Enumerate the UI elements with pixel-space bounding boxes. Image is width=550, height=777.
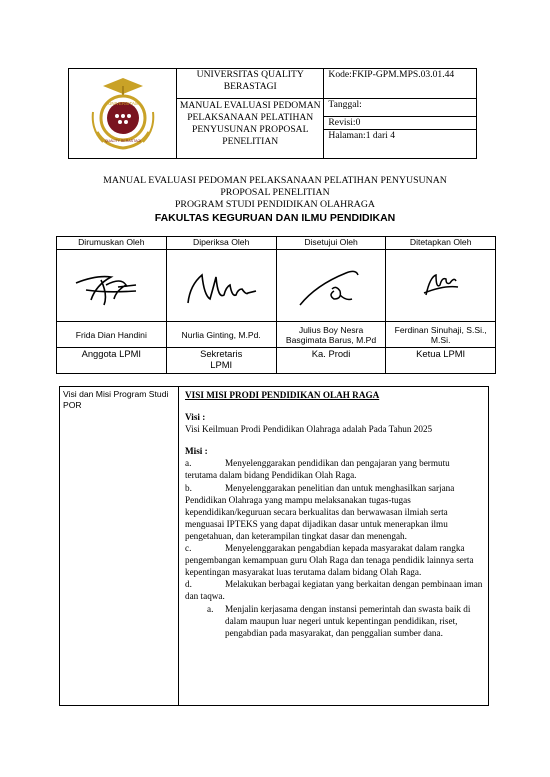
signature-1-icon (66, 255, 156, 315)
sig-role-2: Sekretaris LPMI (166, 348, 276, 374)
visi-misi-heading: VISI MISI PRODI PENDIDIKAN OLAH RAGA (185, 390, 380, 400)
signature-table (56, 236, 496, 374)
university-name: UNIVERSITAS QUALITY BERASTAGI (177, 69, 324, 99)
signature-3 (276, 250, 386, 322)
signature-2-icon (176, 255, 266, 315)
misi-item-label: b. (185, 482, 192, 493)
sig-role-1: Anggota LPMI (57, 348, 167, 374)
sig-name-2: Nurlia Ginting, M.Pd. (166, 322, 276, 348)
signature-1 (57, 250, 167, 322)
document-page: Halaman:1 dari 4 (324, 130, 477, 159)
misi-item (185, 482, 484, 542)
misi-label: Misi : (185, 446, 208, 457)
misi-item-label: a. (185, 458, 192, 469)
misi-item-text: Menyelenggarakan pengabdian kepada masyarakat dalam rangka pengembangan kemampuan guru Olah Raga dan tenaga pendidik lainnya serta kepentingan masyarakat luas terutama dalam bidang Olah Raga. (185, 543, 474, 578)
misi-item (185, 457, 484, 481)
logo-cell (69, 69, 177, 159)
visi-misi-table (59, 386, 489, 706)
signature-2 (166, 250, 276, 322)
visi-text: Visi Keilmuan Prodi Pendidikan Olahraga adalah Pada Tahun 2025 (185, 424, 433, 435)
title-line-3: PROGRAM STUDI PENDIDIKAN OLAHRAGA (174, 199, 376, 210)
document-title-cell: MANUAL EVALUASI PEDOMAN PELAKSANAAN PELATIHAN PENYUSUNAN PROPOSAL PENELITIAN (177, 99, 324, 159)
misi-item-text: Menyelenggarakan pendidikan dan pengajaran yang bermutu terutama dalam bidang Pendidikan Olah Raga. (185, 458, 450, 481)
document-header-table (68, 68, 477, 159)
document-revision: Revisi:0 (324, 117, 477, 130)
sig-name-4: Ferdinan Sinuhaji, S.Si., M.Si. (386, 322, 496, 348)
document-date: Tanggal: (324, 99, 477, 117)
title-line-4: FAKULTAS KEGURUAN DAN ILMU PENDIDIKAN (154, 212, 396, 224)
signature-4 (386, 250, 496, 322)
sig-header-4: Ditetapkan Oleh (386, 237, 496, 250)
sig-header-2: Diperiksa Oleh (166, 237, 276, 250)
logo-text-bottom: QUALITY BERASTAGI (104, 138, 141, 143)
misi-item-label: c. (185, 543, 192, 554)
visi-label: Visi : (185, 412, 206, 423)
misi-item-text: Menyelenggarakan penelitian dan untuk menghasilkan sarjana Pendidikan Olahraga yang mampu melaksanakan tugas-tugas kependidikan/keguruan secara berkualitas dan berwawasan ilmiah serta menguasai IPTEKS yang dapat dijadikan dasar untuk menerapkan ilmu pengetahuan, dan keterampilan tingkat dasar dan menengah. (185, 482, 455, 541)
misi-sub-item (185, 603, 484, 639)
sig-header-1: Dirumuskan Oleh (57, 237, 167, 250)
logo-text-top: UNIVERSITAS (107, 100, 138, 106)
sig-name-1: Frida Dian Handini (57, 322, 167, 348)
signature-3-icon (286, 255, 376, 315)
visi-misi-body (179, 387, 489, 706)
university-logo-icon (83, 72, 163, 152)
misi-item-label: d. (185, 579, 192, 590)
sig-role-3: Ka. Prodi (276, 348, 386, 374)
signature-4-icon (396, 255, 486, 315)
misi-item (185, 542, 484, 578)
title-line-1: MANUAL EVALUASI PEDOMAN PELAKSANAAN PELATIHAN PENYUSUNAN (103, 175, 447, 186)
title-line-2: PROPOSAL PENELITIAN (220, 187, 330, 198)
sig-role-4: Ketua LPMI (386, 348, 496, 374)
misi-item (185, 578, 484, 602)
sig-header-3: Disetujui Oleh (276, 237, 386, 250)
sig-name-3: Julius Boy Nesra Basgimata Barus, M.Pd (276, 322, 386, 348)
visi-misi-label: Visi dan Misi Program Studi POR (60, 387, 179, 706)
misi-item-text: Melakukan berbagai kegiatan yang berkaitan dengan pembinaan iman dan taqwa. (185, 579, 483, 602)
misi-sub-label: a. (207, 603, 214, 614)
misi-sub-text: Menjalin kerjasama dengan instansi pemerintah dan swasta baik di dalam maupun luar negeri untuk kepentingan pendidikan, riset, pengabdian pada masyarakat, dan penggalian sumber dana. (225, 603, 471, 638)
document-code: Kode:FKIP-GPM.MPS.03.01.44 (324, 69, 477, 99)
